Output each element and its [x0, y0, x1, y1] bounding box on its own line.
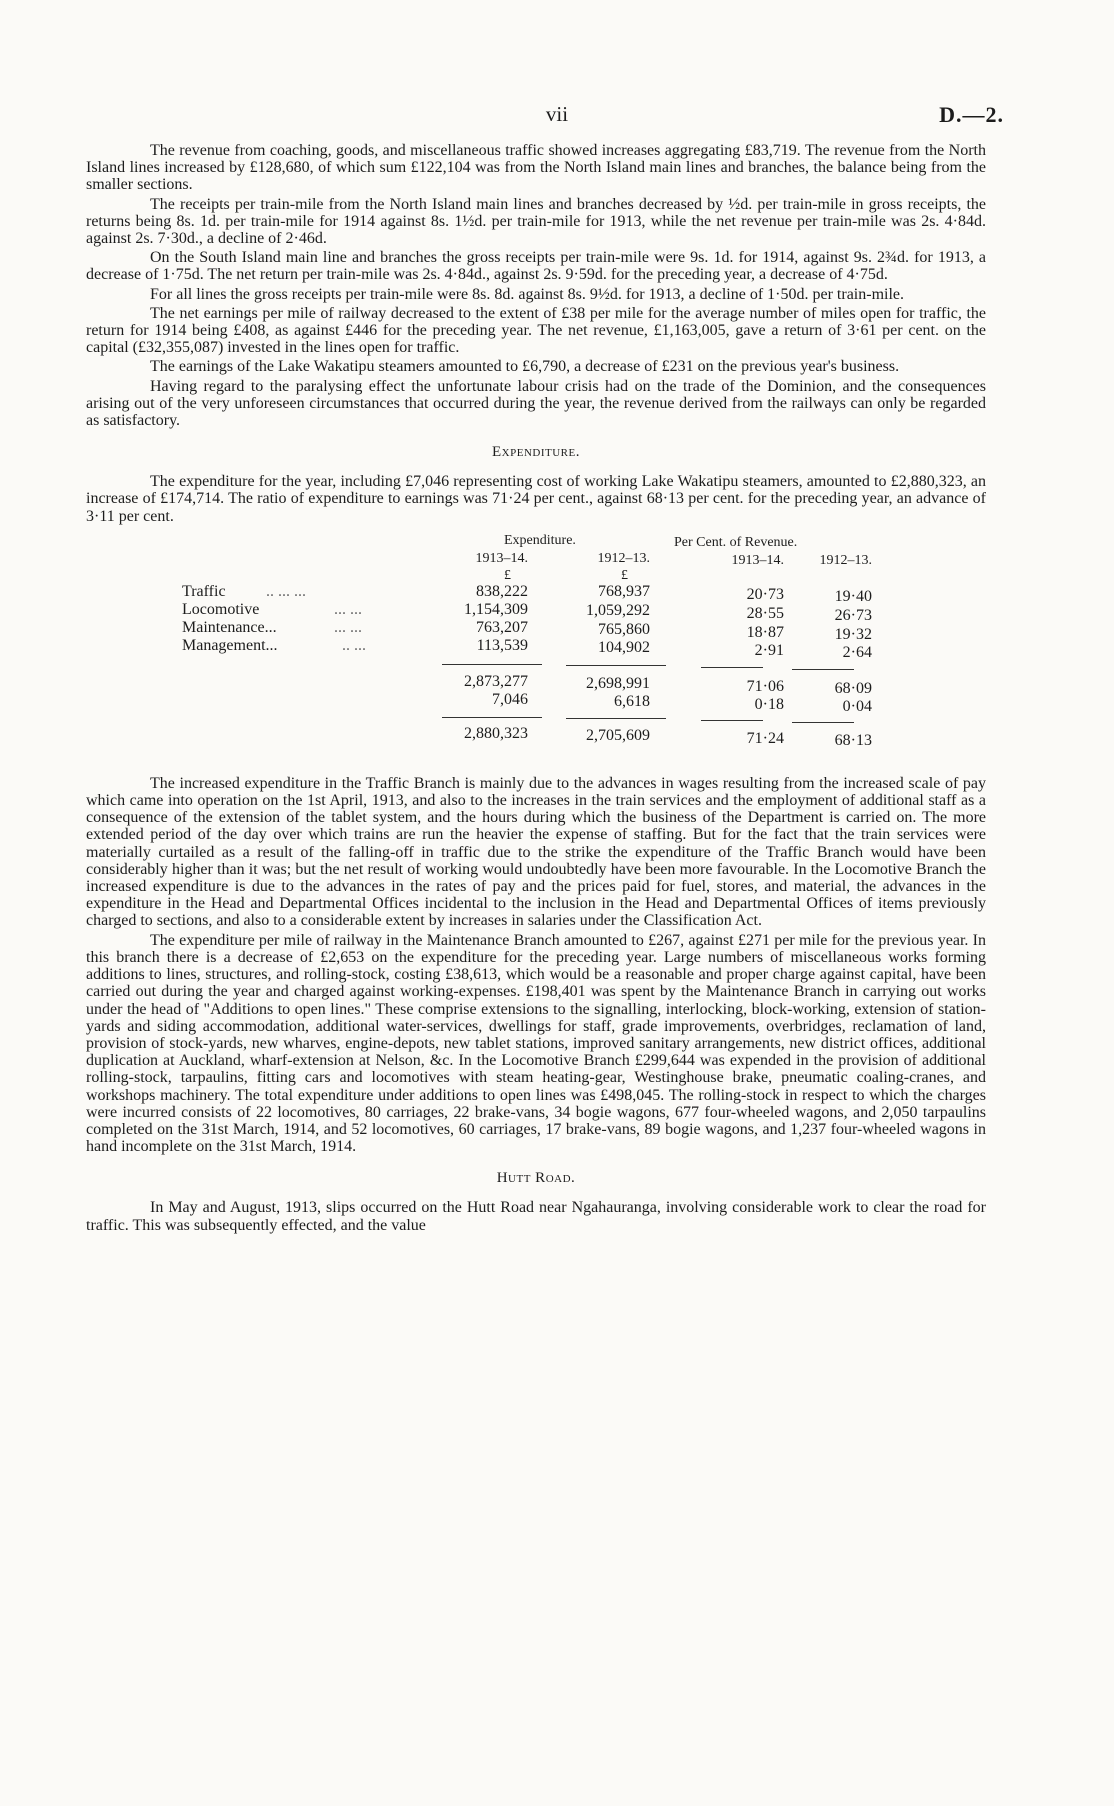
page-body	[86, 142, 986, 1234]
table-subtotal-cell: 71·06	[746, 677, 784, 695]
table-row-label-traffic: Traffic	[182, 582, 226, 600]
table-subtotal-cell: 2,873,277	[464, 672, 528, 690]
table-cell: 113,539	[476, 636, 528, 654]
table-steamers-cell: 6,618	[614, 692, 650, 710]
table-cell: 104,902	[598, 638, 650, 656]
table-cell: 19·40	[834, 587, 872, 605]
table-unit-label: £	[504, 567, 511, 583]
table-cell: 768,937	[598, 582, 650, 600]
paragraph-revenue: The revenue from coaching, goods, and miscellaneous traffic showed increases aggregating £83,719. The revenue from the North Island lines increased by £128,680, of which sum £122,104 was from the North Island main lines and branches, the balance being from the smaller sections.	[86, 142, 986, 194]
table-col-header: 1913–14.	[731, 552, 784, 568]
table-cell: 19·32	[834, 625, 872, 643]
table-rule	[792, 722, 854, 723]
table-subtotal-cell: 68·09	[834, 679, 872, 697]
paragraph-steamers: The earnings of the Lake Wakatipu steamers amounted to £6,790, a decrease of £231 on the previous year's business.	[150, 358, 900, 376]
table-leader-dots: .. ... ...	[266, 582, 306, 600]
table-cell: 18·87	[746, 623, 784, 641]
table-col-header: 1912–13.	[597, 550, 650, 566]
table-unit-label: £	[621, 567, 628, 583]
table-cell: 26·73	[834, 606, 872, 624]
table-subtotal-cell: 2,698,991	[586, 674, 650, 692]
table-col-header: 1912–13.	[819, 552, 872, 568]
table-leader-dots: ... ...	[334, 600, 362, 618]
table-cell: 2·64	[842, 643, 872, 661]
paragraph-all-lines-receipts: For all lines the gross receipts per train-mile were 8s. 8d. against 8s. 9½d. for 1913, a decline of 1·50d. per train-mile.	[150, 285, 905, 303]
paragraph-labour-crisis: Having regard to the paralysing effect the unfortunate labour crisis had on the trade of the Dominion, and the consequences arising out of the very unforeseen circumstances that occurred during the year, the revenue derived from the railways can only be regarded as satisfactory.	[86, 377, 986, 430]
paragraph-maintenance-branch: The expenditure per mile of railway in the Maintenance Branch amounted to £267, against £271 per mile for the previous year. In this branch there is a decrease of £2,653 on the expenditure for the preceding year. Large numbers of miscellaneous works forming additions to lines, structures, and rolling-stock, costing £38,613, which would be a reasonable and proper charge against capital, have been carried out during the year and charged against working-expenses. £198,401 was spent by the Maintenance Branch in carrying out works under the head of "Additions to open lines." These comprise extensions to the signalling, interlocking, block-working, extension of station-yards and siding accommodation, additional water-services, dwellings for staff, grade improvements, overbridges, reclamation of land, provision of stock-yards, new wharves, engine-depots, new tablet stations, improved sanitary arrangements, new district offices, additional duplication at Auckland, wharf-extension at Nelson, &c. In the Locomotive Branch £299,644 was expended in the provision of additional rolling-stock, tarpaulins, fitting cars and locomotives with steam heating-gear, Westinghouse brake, pneumatic coaling-cranes, and workshops machinery. The total expenditure under additions to open lines was £498,045. The rolling-stock in respect to which the charges were incurred consists of 22 locomotives, 80 carriages, 22 brake-vans, 34 bogie wagons, 677 four-wheeled wagons, and 2,050 tarpaulins completed on the 31st March, 1914, and 52 locomotives, 60 carriages, 17 brake-vans, 89 bogie wagons, and 1,237 four-wheeled wagons in hand incomplete on the 31st March, 1914.	[86, 931, 986, 1156]
table-steamers-cell: 7,046	[492, 690, 528, 708]
page-header	[0, 102, 1114, 132]
table-steamers-cell: 0·04	[842, 697, 872, 715]
table-row-label-maintenance: Maintenance...	[182, 618, 277, 636]
table-total-cell: 2,880,323	[464, 724, 528, 742]
table-rule	[792, 669, 854, 670]
table-rule	[442, 717, 542, 718]
table-rule	[566, 665, 666, 666]
document-code: D.—2.	[939, 102, 1004, 127]
table-total-cell: 2,705,609	[586, 726, 650, 744]
table-col-header: 1913–14.	[475, 550, 528, 566]
table-rule	[566, 718, 666, 719]
table-row-label-management: Management...	[182, 636, 278, 654]
paragraph-traffic-branch: The increased expenditure in the Traffic Branch is mainly due to the advances in wages resulting from the increased scale of pay which came into operation on the 1st April, 1913, and also to the increases in the train services and the employment of additional staff as a consequence of the extension of the tablet system, and the hours during which the business of the Department is carried on. The more extended period of the day over which trains are run the heavier the expense of staffing. But for the fact that the train services were materially curtailed as a result of the falling-off in traffic due to the strike the expenditure of the Traffic Branch would have been considerably higher than it was; but the net result of working would undoubtedly have been more favourable. In the Locomotive Branch the increased expenditure is due to the advances in the rates of pay and the prices paid for fuel, stores, and material, the advances in the expenditure in the Head and Departmental Offices incidental to the inclusion in the Head and Departmental Offices of items previously charged to sections, and also to a considerable extent by increases in salaries under the Classification Act.	[86, 774, 986, 930]
table-cell: 838,222	[476, 582, 528, 600]
table-steamers-cell: 0·18	[754, 695, 784, 713]
section-heading-hutt-road: Hutt Road.	[496, 1170, 576, 1187]
table-rule	[701, 720, 763, 721]
table-cell: 763,207	[476, 618, 528, 636]
paragraph-north-island-receipts: The receipts per train-mile from the North Island main lines and branches decreased by ½d. per train-mile in gross receipts, the returns being 8s. 1d. per train-mile for 1914 against 8s. 1½d. per train-mile for 1913, while the net revenue per train-mile was 2s. 4·84d. against 2s. 7·30d., a decline of 2·46d.	[86, 195, 986, 248]
table-cell: 2·91	[754, 641, 784, 659]
section-heading-expenditure: Expenditure.	[492, 444, 580, 461]
expenditure-table	[86, 531, 986, 771]
table-cell: 1,154,309	[464, 600, 528, 618]
table-group-header-expenditure: Expenditure.	[504, 532, 576, 548]
table-cell: 765,860	[598, 620, 650, 638]
table-leader-dots: .. ...	[342, 636, 366, 654]
table-group-header-per-cent: Per Cent. of Revenue.	[674, 534, 798, 550]
paragraph-expenditure-intro: The expenditure for the year, including £7,046 representing cost of working Lake Wakatipu steamers, amounted to £2,880,323, an increase of £174,714. The ratio of expenditure to earnings was 71·24 per cent., against 68·13 per cent. for the preceding year, an advance of 3·11 per cent.	[86, 473, 986, 525]
paragraph-hutt-road: In May and August, 1913, slips occurred on the Hutt Road near Ngahauranga, involving considerable work to clear the road for traffic. This was subsequently effected, and the value	[86, 1199, 986, 1234]
table-cell: 20·73	[746, 585, 784, 603]
paragraph-south-island-receipts: On the South Island main line and branches the gross receipts per train-mile were 9s. 1d. for 1914, against 9s. 2¾d. for 1913, a decrease of 1·75d. The net return per train-mile was 2s. 4·84d., against 2s. 9·59d. for the preceding year, a decrease of 4·75d.	[86, 249, 986, 284]
table-cell: 28·55	[746, 604, 784, 622]
paragraph-net-earnings: The net earnings per mile of railway decreased to the extent of £38 per mile for the average number of miles open for traffic, the return for 1914 being £408, as against £446 for the preceding year. The net revenue, £1,163,005, gave a return of 3·61 per cent. on the capital (£32,355,087) invested in the lines open for traffic.	[86, 304, 986, 357]
table-rule	[701, 667, 763, 668]
table-cell: 1,059,292	[586, 601, 650, 619]
table-total-cell: 71·24	[746, 729, 784, 747]
table-row-label-locomotive: Locomotive	[182, 600, 260, 618]
table-rule	[442, 664, 542, 665]
table-leader-dots: ... ...	[334, 618, 362, 636]
table-total-cell: 68·13	[834, 731, 872, 749]
page-number: vii	[545, 102, 569, 126]
